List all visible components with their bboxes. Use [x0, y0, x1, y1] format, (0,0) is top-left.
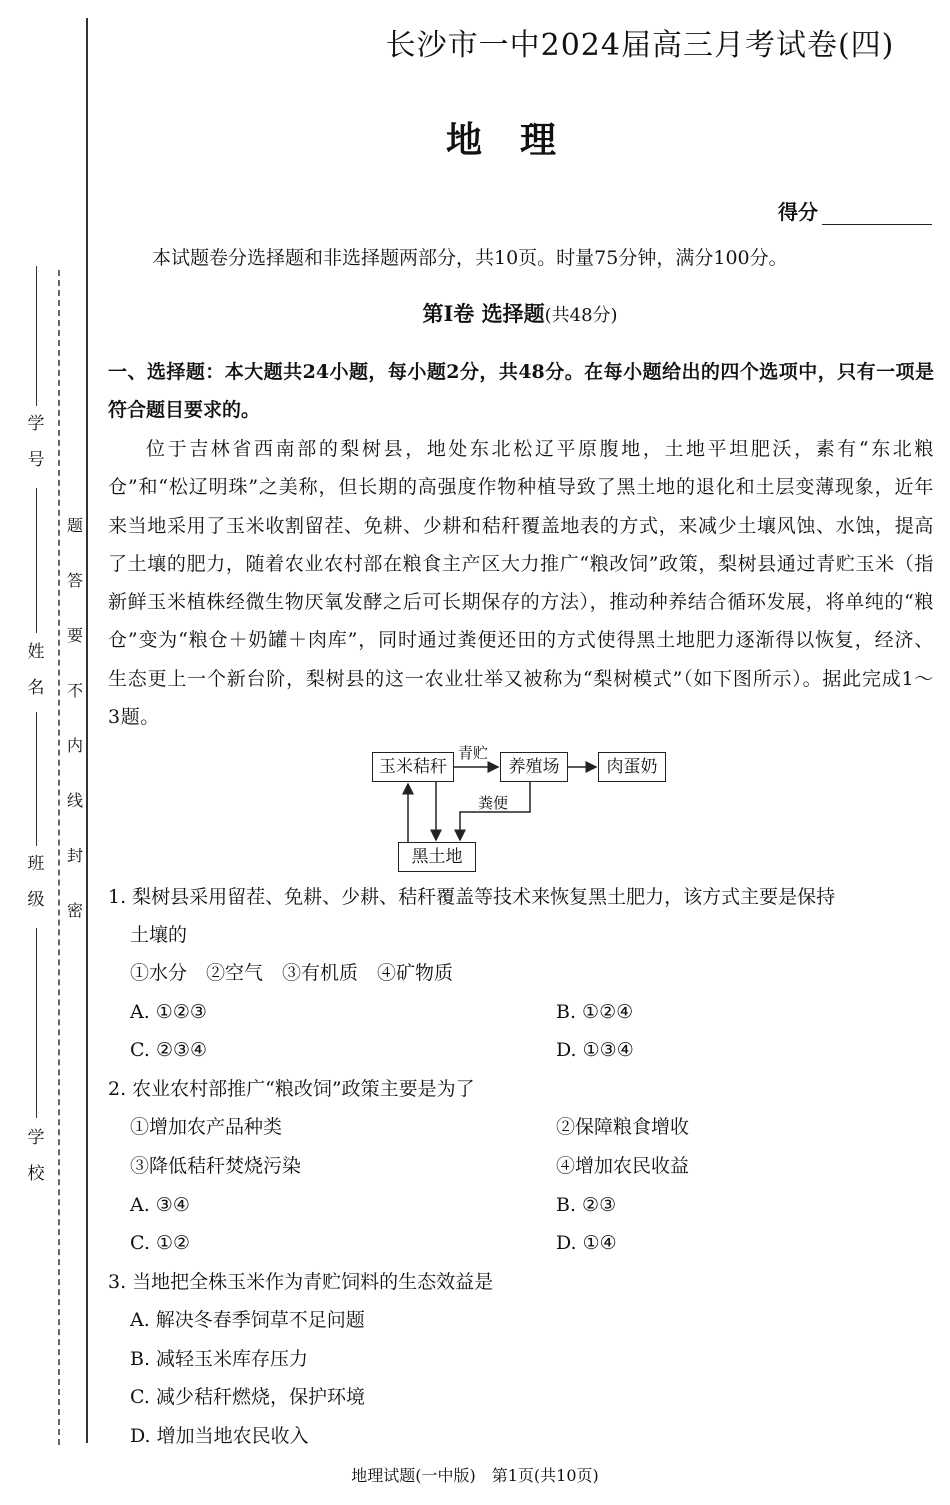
q3-option-b[interactable]: B. 减轻玉米库存压力	[130, 1348, 309, 1370]
field-label-student-id-1: 学	[27, 414, 45, 434]
q1-items: ①水分 ②空气 ③有机质 ④矿物质	[130, 962, 454, 984]
section-note: (共48分)	[544, 305, 618, 326]
q3-option-d[interactable]: D. 增加当地农民收入	[130, 1425, 309, 1447]
reading-passage: 位于吉林省西南部的梨树县，地处东北松辽平原腹地，土地平坦肥沃，素有“东北粮仓”和“松辽明珠”之美称，但长期的高强度作物种植导致了黑土地的退化和土层变薄现象，近年来当地采用了玉米收割留茬、免耕、少耕和秸秆覆盖地表的方式，来减少土壤风蚀、水蚀，提高了土壤的肥力，随着农业农村部在粮食主产区大力推广“粮改饲”政策，梨树县通过青贮玉米（指新鲜玉米植株经微生物厌氧发酵之后可长期保存的方法），推动种养结合循环发展，将单纯的“粮仓”变为“粮仓＋奶罐＋肉库”，同时通过粪便还田的方式使得黑土地肥力逐渐得以恢复，经济、生态更上一个新台阶，梨树县的这一农业壮举又被称为“梨树模式”（如下图所示）。据此完成1～3题。	[108, 438, 934, 729]
q1-option-c[interactable]: C. ②③④	[130, 1039, 208, 1061]
seal-char: 内	[66, 736, 83, 755]
q2-item-2: ②保障粮食增收	[556, 1116, 690, 1138]
q2-item-3: ③降低秸秆焚烧污染	[130, 1155, 302, 1177]
binding-dashed-line	[58, 270, 60, 1445]
score-field	[700, 196, 932, 225]
binding-solid-line	[86, 18, 88, 1443]
seal-char: 密	[66, 901, 83, 920]
seal-char: 答	[66, 571, 83, 590]
q1-option-b[interactable]: B. ①②④	[556, 1001, 634, 1023]
q2-item-1: ①增加农产品种类	[130, 1116, 283, 1138]
q2-stem: 2. 农业农村部推广“粮改饲”政策主要是为了	[108, 1078, 475, 1100]
page-footer: 地理试题(一中版) 第1页(共10页)	[351, 1466, 599, 1485]
node-corn-straw: 玉米秸秆	[372, 752, 454, 782]
node-farm: 养殖场	[500, 752, 568, 782]
score-blank[interactable]	[822, 204, 932, 225]
q1-option-a[interactable]: A. ①②③	[130, 1001, 207, 1023]
field-label-school-1: 学	[27, 1128, 45, 1148]
section-title: 第Ⅰ卷 选择题	[422, 301, 545, 326]
q2-option-a[interactable]: A. ③④	[130, 1194, 190, 1216]
seal-char: 不	[66, 681, 83, 700]
q1-stem-continued: 土壤的	[130, 924, 188, 946]
q2-option-c[interactable]: C. ①②	[130, 1232, 191, 1254]
q1-option-d[interactable]: D. ①③④	[556, 1039, 634, 1061]
score-label: 得分	[778, 200, 818, 224]
subject-title: 地理	[445, 119, 594, 161]
label-manure: 粪便	[478, 794, 509, 812]
seal-char: 要	[66, 626, 83, 645]
class-blank[interactable]	[36, 712, 37, 846]
field-label-class-2: 级	[27, 890, 45, 910]
q2-item-4: ④增加农民收益	[556, 1155, 690, 1177]
q3-option-a[interactable]: A. 解决冬春季饲草不足问题	[130, 1309, 365, 1331]
node-meat-egg-milk: 肉蛋奶	[598, 752, 666, 782]
name-blank[interactable]	[36, 488, 37, 633]
seal-char: 封	[66, 846, 83, 865]
field-label-student-id-2: 号	[27, 450, 45, 470]
label-silage: 青贮	[458, 744, 489, 762]
lishu-model-diagram	[370, 738, 670, 874]
q3-stem: 3. 当地把全株玉米作为青贮饲料的生态效益是	[108, 1271, 494, 1293]
node-black-soil: 黑土地	[398, 842, 476, 872]
seal-char: 题	[66, 516, 83, 535]
field-label-name-2: 名	[27, 678, 45, 698]
exam-title: 长沙市一中2024届高三月考试卷(四)	[385, 28, 895, 63]
instruction: 一、选择题：本大题共24小题，每小题2分，共48分。在每小题给出的四个选项中，只有一项是符合题目要求的。	[108, 361, 934, 422]
q2-option-b[interactable]: B. ②③	[556, 1194, 617, 1216]
q1-stem: 1. 梨树县采用留茬、免耕、少耕、秸秆覆盖等技术来恢复黑土肥力，该方式主要是保持	[108, 886, 836, 908]
student-id-blank[interactable]	[36, 266, 37, 406]
field-label-name-1: 姓	[27, 642, 45, 662]
field-label-school-2: 校	[27, 1164, 45, 1184]
seal-char: 线	[66, 791, 83, 810]
exam-intro: 本试题卷分选择题和非选择题两部分，共10页。时量75分钟，满分100分。	[152, 247, 788, 269]
q2-option-d[interactable]: D. ①④	[556, 1232, 617, 1254]
q3-option-c[interactable]: C. 减少秸秆燃烧，保护环境	[130, 1386, 365, 1408]
section-heading	[300, 298, 740, 328]
school-blank[interactable]	[36, 928, 37, 1118]
field-label-class-1: 班	[27, 854, 45, 874]
